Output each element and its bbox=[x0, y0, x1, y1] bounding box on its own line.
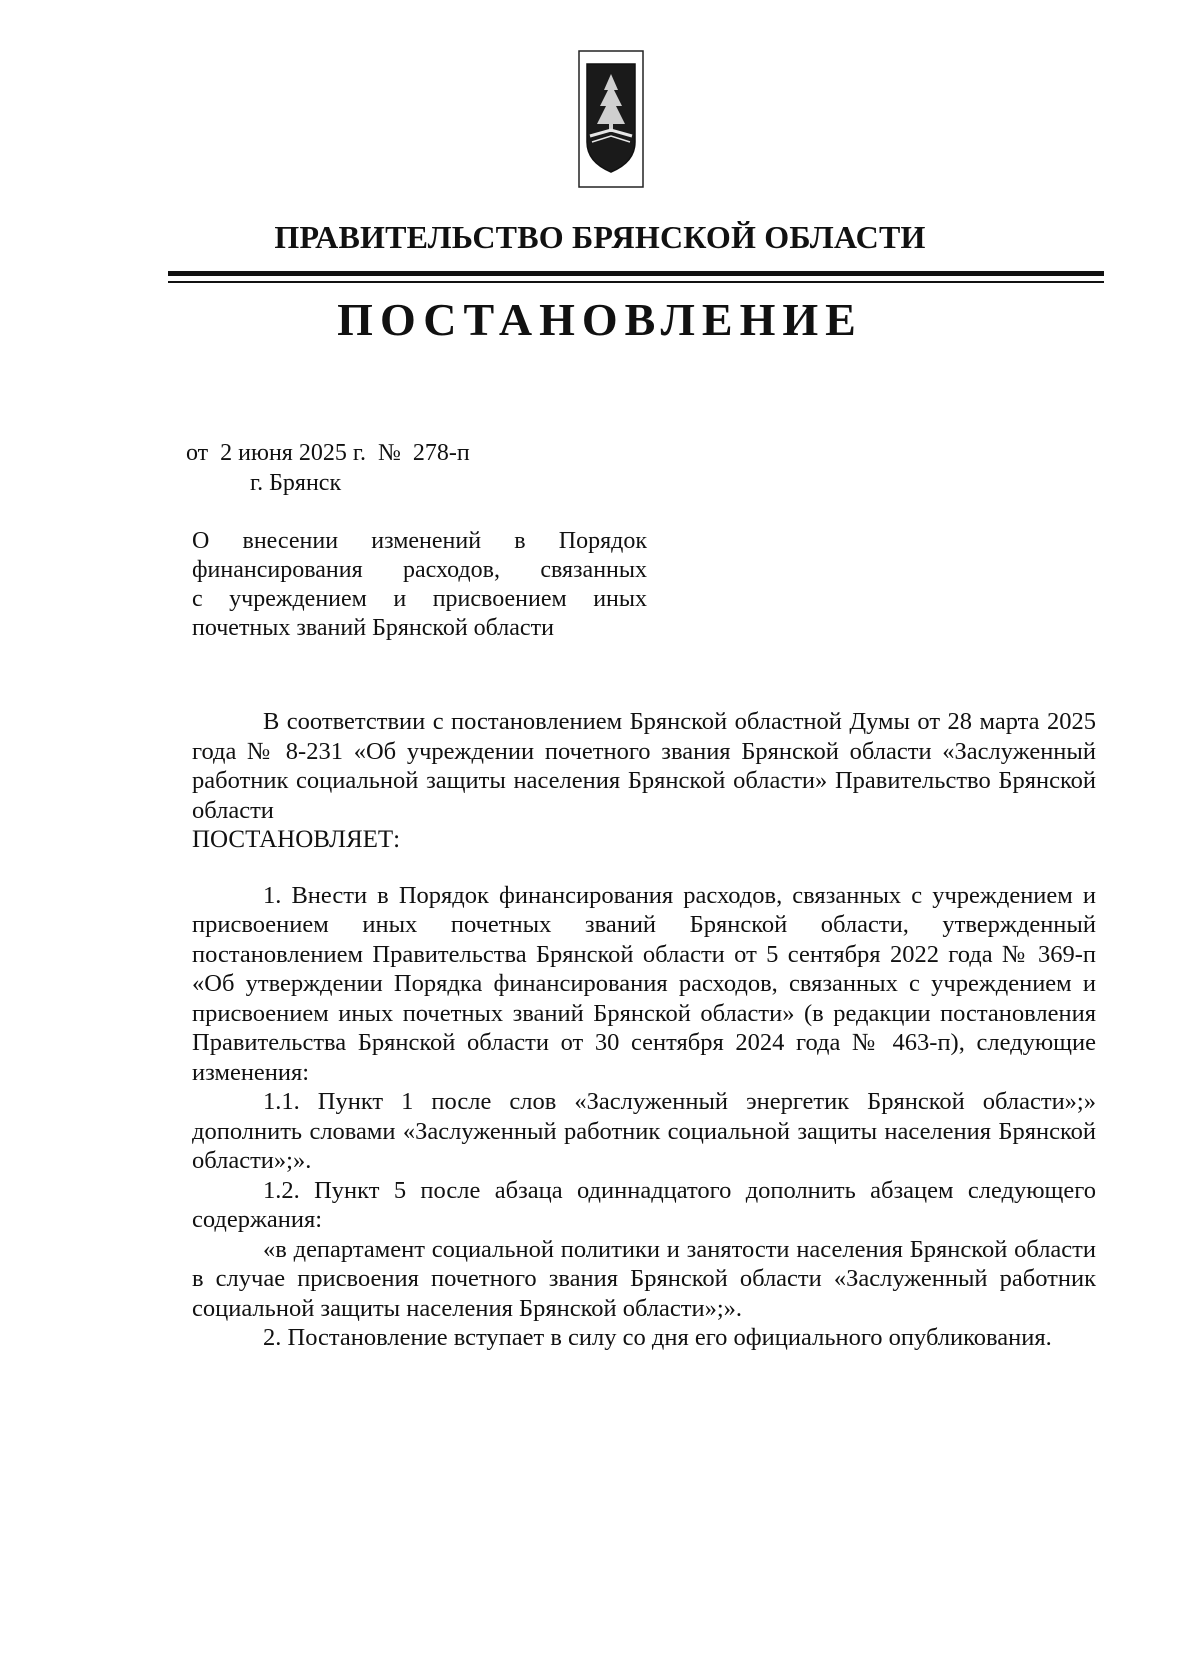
date-and-number: от 2 июня 2025 г. № 278-п bbox=[186, 440, 470, 466]
organization-name: ПРАВИТЕЛЬСТВО БРЯНСКОЙ ОБЛАСТИ bbox=[274, 219, 926, 255]
subject-line: почетных званий Брянской области bbox=[192, 615, 554, 641]
document-type-title: ПОСТАНОВЛЕНИЕ bbox=[337, 294, 863, 345]
subject-line: финансирования расходов, связанных bbox=[192, 557, 647, 583]
clause-1-2-quote: «в департамент социальной политики и занятости населения Брянской области в случае присвоения почетного звания Брянской области «Заслуженный работник социальной защиты населения Брянской области»;». bbox=[192, 1235, 1096, 1322]
clause-1-2: 1.2. Пункт 5 после абзаца одиннадцатого дополнить абзацем следующего содержания: bbox=[192, 1176, 1096, 1233]
city: г. Брянск bbox=[250, 470, 342, 496]
coat-of-arms-icon bbox=[578, 50, 644, 188]
clause-1: 1. Внести в Порядок финансирования расходов, связанных с учреждением и присвоением иных почетных званий Брянской области, утвержденный постановлением Правительства Брянской области от 5 сентября 2022 года № 369-п «Об утверждении Порядка финансирования расходов, связанных с учреждением и присвоением иных почетных званий Брянской области» (в редакции постановления Правительства Брянской области от 30 сентября 2024 года № 463-п), следующие изменения: bbox=[192, 881, 1096, 1086]
header-divider-thick bbox=[168, 271, 1104, 276]
header-divider-thin bbox=[168, 281, 1104, 283]
clause-1-1: 1.1. Пункт 1 после слов «Заслуженный энергетик Брянской области»;» дополнить словами «Заслуженный работник социальной защиты населения Брянской области»;». bbox=[192, 1088, 1096, 1174]
clause-2: 2. Постановление вступает в силу со дня его официального опубликования. bbox=[263, 1324, 1052, 1351]
subject-line: с учреждением и присвоением иных bbox=[192, 586, 647, 612]
document-subject bbox=[192, 527, 647, 643]
preamble-paragraph: В соответствии с постановлением Брянской областной Думы от 28 марта 2025 года № 8-231 «Об учреждении почетного звания Брянской области «Заслуженный работник социальной защиты населения Брянской области» Правительство Брянской области bbox=[192, 708, 1096, 824]
document-body bbox=[192, 707, 1096, 1353]
subject-line: О внесении изменений в Порядок bbox=[192, 528, 647, 554]
resolves-heading: ПОСТАНОВЛЯЕТ: bbox=[192, 826, 401, 853]
